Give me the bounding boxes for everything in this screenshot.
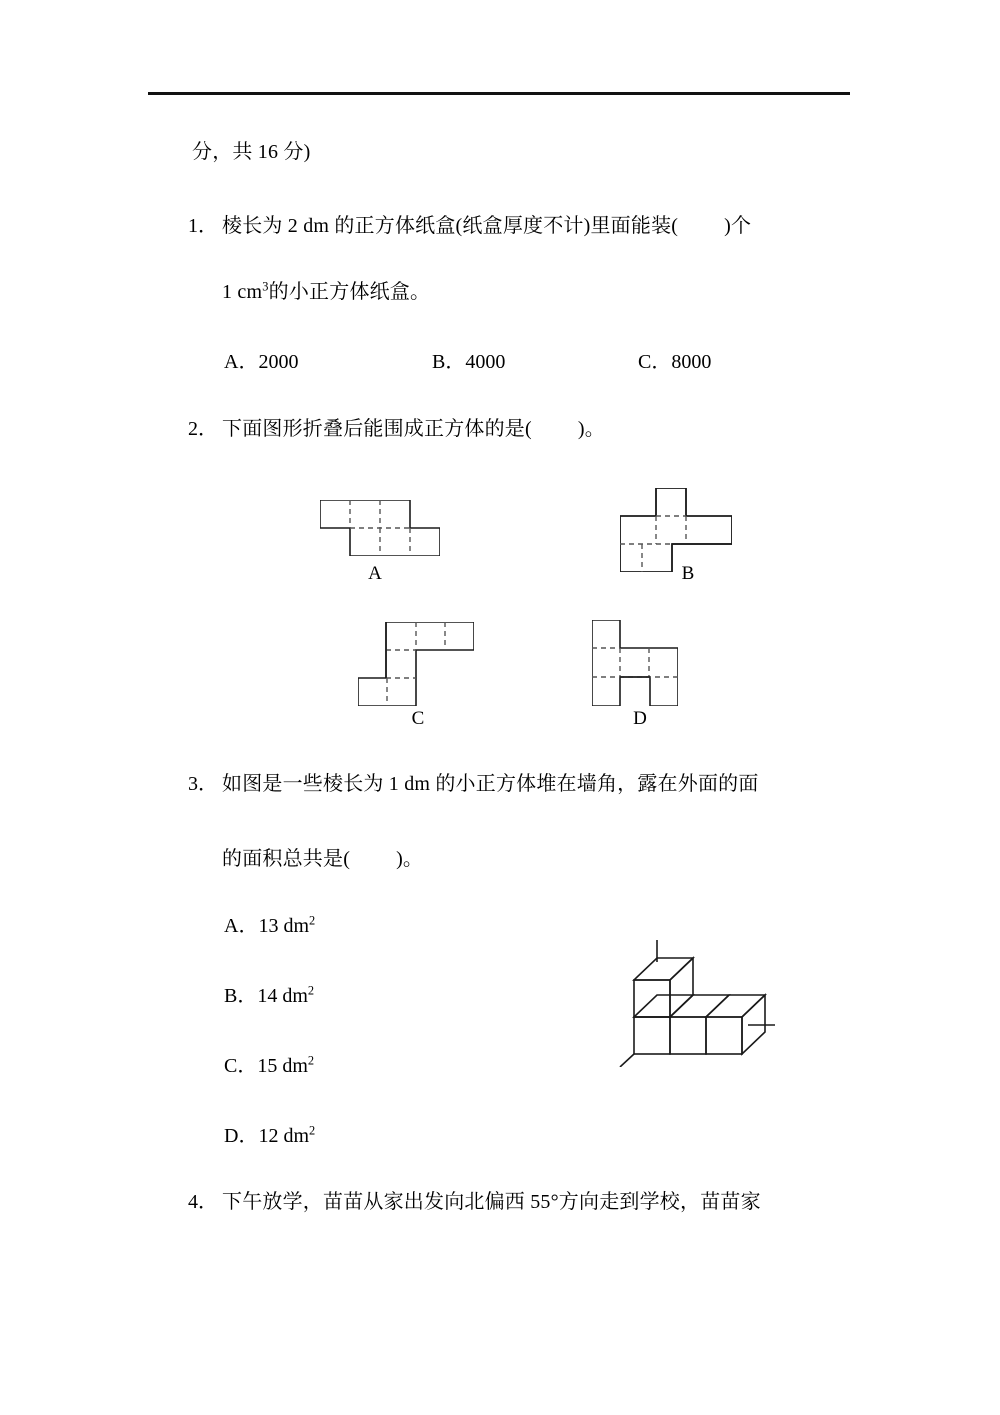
- question-1-line-1: [222, 212, 751, 240]
- question-1-line-1-pre: 棱长为 2 dm 的正方体纸盒(纸盒厚度不计)里面能装(: [222, 215, 679, 237]
- question-2-stem-post: )。: [577, 418, 605, 440]
- question-3-option-c-letter: C．: [224, 1055, 258, 1077]
- question-3-option-a-letter: A．: [224, 915, 259, 937]
- question-1-option-a: [224, 348, 298, 376]
- question-4-number: 4．: [188, 1191, 218, 1213]
- question-3-line-1: 如图是一些棱长为 1 dm 的小正方体堆在墙角，露在外面的面: [222, 773, 759, 795]
- question-1-option-b-text: 4000: [465, 351, 506, 373]
- net-option-b-label: B: [681, 563, 695, 584]
- cube-stack-figure: [598, 932, 788, 1067]
- question-3-option-d-letter: D．: [224, 1125, 259, 1147]
- net-option-a-label: A: [368, 563, 382, 584]
- question-3-option-c-exponent: 2: [307, 1053, 315, 1068]
- question-2-number: 2．: [188, 418, 218, 440]
- header-divider: [148, 92, 850, 95]
- question-3-option-d-value: 12 dm: [258, 1125, 310, 1147]
- question-1-option-b-letter: B．: [432, 351, 466, 373]
- question-1-option-c-text: 8000: [671, 351, 712, 373]
- question-1-option-c-letter: C．: [638, 351, 672, 373]
- question-3-line-2-pre: 的面积总共是(: [222, 848, 351, 870]
- net-option-a: [320, 500, 440, 556]
- question-3-option-b-letter: B．: [224, 985, 258, 1007]
- question-1-option-a-text: 2000: [258, 351, 299, 373]
- question-1-line-2: [222, 278, 430, 306]
- question-1-number: 1．: [188, 215, 218, 237]
- question-4-line-1: 下午放学，苗苗从家出发向北偏西 55°方向走到学校，苗苗家: [222, 1191, 761, 1213]
- net-option-d: [592, 620, 678, 706]
- question-3-option-b-exponent: 2: [307, 983, 315, 998]
- question-1-option-a-letter: A．: [224, 351, 259, 373]
- question-1-line-2-post: 的小正方体纸盒。: [268, 281, 431, 303]
- question-3-option-a: [224, 912, 315, 940]
- net-option-d-label: D: [633, 708, 647, 729]
- net-option-c: [358, 622, 474, 706]
- question-3-option-b: [224, 982, 314, 1010]
- question-3-option-d-exponent: 2: [309, 1123, 316, 1138]
- question-1-option-b: [432, 348, 505, 376]
- question-3-option-a-exponent: 2: [309, 913, 316, 928]
- question-1-unit-exponent: 3: [262, 279, 269, 294]
- question-3-option-d: [224, 1122, 315, 1150]
- question-2-stem: [222, 415, 605, 443]
- net-option-b: [620, 488, 732, 572]
- question-3-option-b-value: 14 dm: [257, 985, 308, 1007]
- question-3-option-a-value: 13 dm: [258, 915, 310, 937]
- net-option-c-label: C: [411, 708, 425, 729]
- question-3-number: 3．: [188, 773, 218, 795]
- question-3-line-2: [222, 845, 423, 873]
- question-1-unit: 1 cm: [222, 281, 263, 303]
- header-partial-line: 分，共 16 分): [192, 141, 311, 163]
- question-3-option-c: [224, 1052, 314, 1080]
- question-1-line-1-post: )个: [724, 215, 752, 237]
- question-2-stem-pre: 下面图形折叠后能围成正方体的是(: [222, 418, 532, 440]
- question-3-option-c-value: 15 dm: [257, 1055, 308, 1077]
- question-3-line-2-post: )。: [396, 848, 424, 870]
- question-1-option-c: [638, 348, 711, 376]
